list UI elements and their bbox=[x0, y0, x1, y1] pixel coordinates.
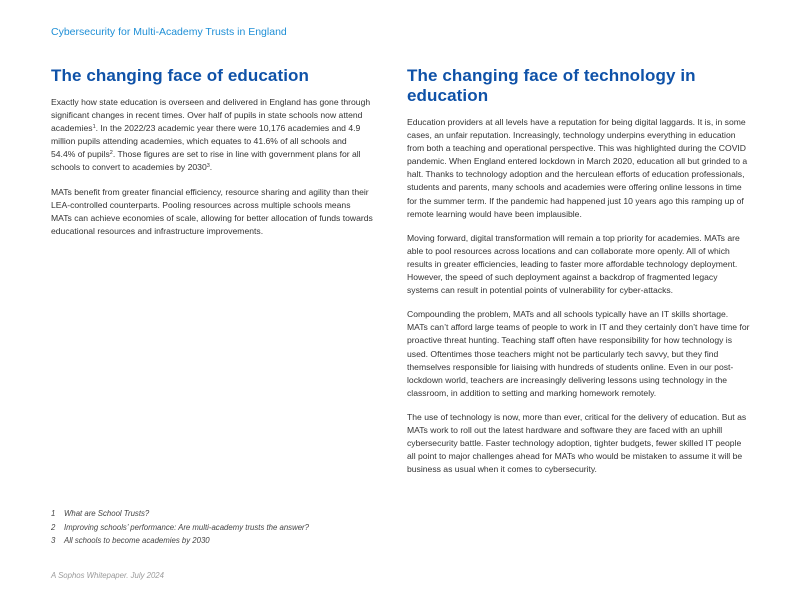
education-paragraph-1-part-b: . In the 2022/23 academic year there were 10,176 academies and 4.9 million pupils attending academies, which equates to 41.6% of all schools and 54.4% of pupils bbox=[51, 123, 361, 160]
running-header: Cybersecurity for Multi-Academy Trusts in England bbox=[51, 26, 287, 38]
footnotes bbox=[51, 508, 381, 549]
technology-paragraph-1: Education providers at all levels have a reputation for being digital laggards. It is, in some cases, an unfair reputation. Increasingly, technology underpins everything in education from both a teaching and operational perspective. This was highlighted during the COVID pandemic. When England entered lockdown in March 2020, education all but grinded to a halt. Thanks to technology adoption and the herculean efforts of education professionals, students and parents, many schools and academies were offering online lessons in time for the summer term. If the pandemic had happened just 10 years ago this ramping up of remote learning would have been implausible. bbox=[407, 117, 748, 219]
education-paragraph-2: MATs benefit from greater financial efficiency, resource sharing and agility than their LEA-controlled counterparts. Pooling resources across multiple schools means MATs can achieve economies of scale, allowing for better allocation of funds towards educational resources and infrastructure improvements. bbox=[51, 186, 373, 236]
technology-paragraph-2: Moving forward, digital transformation will remain a top priority for academies. MATs are able to pool resources across locations and can collaborate more openly. All of which results in greater efficiencies, leading to faster more affordable technology deployment. However, the speed of such deployment against a backdrop of fragmented legacy systems can result in potential points of vulnerability for cyber-attacks. bbox=[407, 232, 740, 296]
technology-paragraph-3: Compounding the problem, MATs and all schools typically have an IT skills shortage. MATs can’t afford large teams of people to work in IT and they certainly don’t have time for proactive threat hunting. Teaching staff often have responsibility for how technology is used. Oftentimes those teachers might not be particularly tech savvy, but they find themselves responsible for liaising with hundreds of students online. Even in our post-lockdown world, teachers are increasingly delivering lessons using technology in the classroom, in addition to setting and marking homework remotely. bbox=[407, 309, 750, 398]
footnote-2[interactable] bbox=[51, 522, 381, 534]
footnote-number: 1 bbox=[51, 509, 56, 518]
education-paragraph-1 bbox=[51, 96, 373, 175]
footnote-text: All schools to become academies by 2030 bbox=[64, 536, 210, 545]
technology-heading: The changing face of technology in education bbox=[407, 66, 696, 105]
footnote-text: Improving schools’ performance: Are multi-academy trusts the answer? bbox=[64, 522, 309, 532]
footnote-number: 3 bbox=[51, 536, 56, 545]
right-column bbox=[407, 66, 751, 487]
footnote-1[interactable] bbox=[51, 508, 381, 520]
footnote-ref-3[interactable]: 3 bbox=[206, 163, 210, 170]
footnote-text: What are School Trusts? bbox=[64, 509, 150, 518]
footnote-number: 2 bbox=[51, 522, 56, 532]
footnote-ref-1[interactable]: 1 bbox=[92, 124, 96, 131]
page-footer: A Sophos Whitepaper. July 2024 bbox=[51, 571, 164, 580]
footnote-ref-2[interactable]: 2 bbox=[109, 150, 113, 157]
education-paragraph-1-part-d: . bbox=[209, 162, 213, 173]
education-paragraph-1-part-a: Exactly how state education is overseen and delivered in England has gone through significant changes in recent times. Over half of pupils in state schools now attend academies bbox=[51, 97, 371, 134]
left-column bbox=[51, 66, 373, 249]
education-paragraph-1-part-c: . Those figures are set to rise in line with government plans for all schools to convert to academies by 2030 bbox=[51, 149, 361, 173]
footnote-3[interactable] bbox=[51, 535, 381, 547]
technology-paragraph-4: The use of technology is now, more than ever, critical for the delivery of education. But as MATs work to roll out the latest hardware and software they are faced with an uphill cybersecurity battle. Faster technology adoption, tighter budgets, fewer skilled IT people all point to major challenges ahead for MATs who would be mistaken to assume it will be business as usual when it comes to cybersecurity. bbox=[407, 411, 747, 475]
education-heading: The changing face of education bbox=[51, 66, 310, 85]
